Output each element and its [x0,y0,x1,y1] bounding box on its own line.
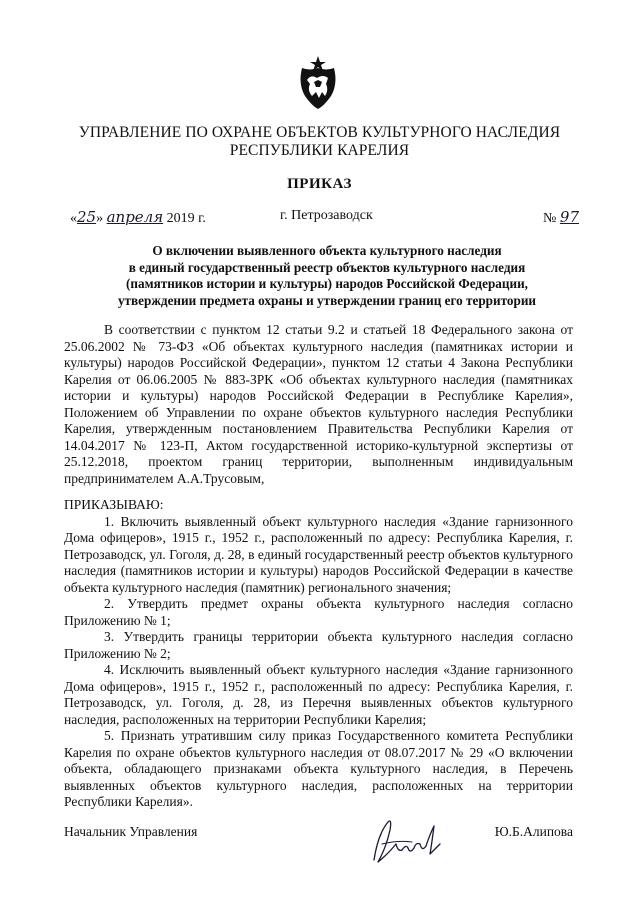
order-body [64,322,573,811]
number-label: № [543,211,557,226]
date-line [70,206,579,228]
signatory-position: Начальник Управления [64,824,198,839]
organization-name [40,124,599,160]
handwritten-signature [368,814,448,870]
order-year: 2019 г. [166,211,206,226]
subject-line-1: О включении выявленного объекта культурного наследия [152,243,502,258]
subject-line-3: (памятников истории и культуры) народов Российской Федерации, [126,276,528,291]
order-number [543,208,579,227]
handwritten-month: апреля [106,208,164,226]
subject-line-4: утверждении предмета охраны и утверждении границ его территории [117,292,537,308]
order-item-5: 5. Признать утратившим силу приказ Государственного комитета Республики Карелия по охране объектов культурного наследия от 08.07.2017 № 29 «О включении объекта, обладающего признаками объекта культурного наследия, в Перечень выявленных объектов культурного наследия, расположенных на территории Республики Карелия». [64,728,573,809]
order-word: ПРИКАЗЫВАЮ: [64,497,164,512]
org-line-1: УПРАВЛЕНИЕ ПО ОХРАНЕ ОБЪЕКТОВ КУЛЬТУРНОГО НАСЛЕДИЯ [78,124,561,141]
handwritten-number: 97 [559,208,579,226]
order-item-2: 2. Утвердить предмет охраны объекта культурного наследия согласно Приложению № 1; [64,596,573,628]
close-quote: » [96,211,104,226]
order-subject [85,243,569,309]
subject-line-2: в единый государственный реестр объектов культурного наследия [128,259,526,275]
org-line-2: РЕСПУБЛИКИ КАРЕЛИЯ [229,142,410,159]
signatory-name: Ю.Б.Алипова [494,824,573,839]
city: г. Петрозаводск [280,208,373,223]
coat-of-arms-icon [295,54,341,110]
order-item-4: 4. Исключить выявленный объект культурного наследия «Здание гарнизонного Дома офицеров», 1915 г., 1952 г., расположенный по адресу: Республика Карелия, г. Петрозаводск, ул. Гоголя, д. 28, из Перечня выявленных объектов культурного наследия, расположенных на территории Республики Карелия; [64,662,573,727]
preamble: В соответствии с пунктом 12 статьи 9.2 и статьей 18 Федерального закона от 25.06.2002 № 73-ФЗ «Об объектах культурного наследия (памятниках истории и культуры) народов Российской Федерации», пунктом 12 статьи 4 Закона Республики Карелия от 06.06.2005 № 883-ЗРК «Об объектах культурного наследия (памятниках истории и культуры) народов Российской Федерации в Республике Карелия», Положением об Управлении по охране объектов культурного наследия Республики Карелия, утвержденным постановлением Правительства Республики Карелия от 14.04.2017 № 123-П, Актом государственной историко-культурной экспертизы от 25.12.2018, проектом границ территории, выполненным индивидуальным предпринимателем А.А.Трусовым, [64,322,573,486]
order-date [70,208,206,227]
handwritten-day: 25 [77,208,97,226]
order-item-1: 1. Включить выявленный объект культурного наследия «Здание гарнизонного Дома офицеров», 1915 г., 1952 г., расположенный по адресу: Республика Карелия, г. Петрозаводск, ул. Гоголя, д. 28, в единый государственный реестр объектов культурного наследия (памятников истории и культуры) народов Российской Федерации в качестве объекта культурного наследия (памятник) регионального значения; [64,513,573,595]
document-type: ПРИКАЗ [287,176,352,192]
open-quote: « [70,211,77,226]
order-item-3: 3. Утвердить границы территории объекта культурного наследия согласно Приложению № 2; [64,629,573,661]
